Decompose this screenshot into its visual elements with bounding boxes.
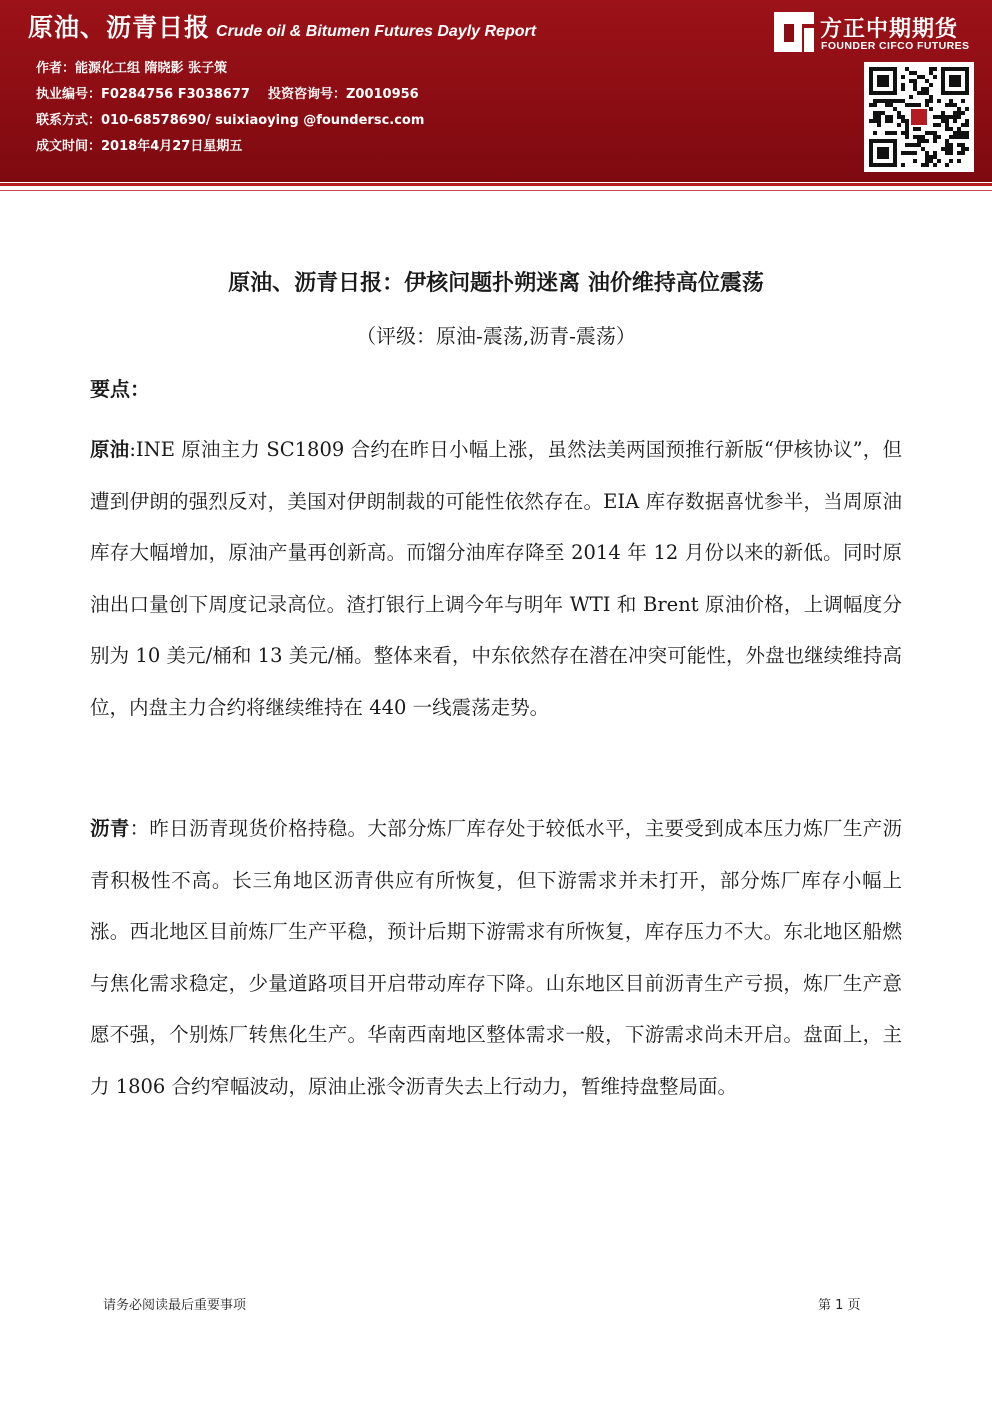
license-label: 执业编号：: [36, 87, 102, 102]
date-value: 2018年4月27日星期五: [101, 139, 243, 154]
crude-oil-text: :INE 原油主力 SC1809 合约在昨日小幅上涨，虽然法美两国预推行新版“伊核协议”，但遭到伊朗的强烈反对，美国对伊朗制裁的可能性依然存在。EIA 库存数据喜忧参半，当周原油库存大幅增加，原油产量再创新高。而馏分油库存降至 2014 年 12 月份以来的新低。同时原油出口量创下周度记录高位。渣打银行上调今年与明年 WTI 和 Brent 原油价格，上调幅度分别为 10 美元/桶和 13 美元/桶。整体来看，中东依然存在潜在冲突可能性，外盘也继续维持高位，内盘主力合约将继续维持在 440 一线震荡走势。: [90, 438, 902, 719]
page-number: 第 1 页: [818, 1298, 861, 1313]
license-value: F0284756 F3038677: [101, 87, 250, 102]
report-title: 原油、沥青日报：伊核问题扑朔迷离 油价维持高位震荡: [228, 271, 764, 296]
keypoints-heading: 要点：: [90, 377, 150, 401]
bitumen-paragraph: [90, 803, 902, 1113]
header-divider-thin: [0, 190, 992, 191]
contact-line: [36, 109, 424, 128]
report-rating: （评级：原油-震荡,沥青-震荡）: [356, 324, 636, 348]
date-label: 成文时间：: [36, 139, 102, 154]
qr-code: [864, 62, 974, 172]
crude-oil-paragraph: [90, 424, 902, 734]
author-line: [36, 57, 227, 76]
bitumen-label: 沥青: [90, 817, 130, 840]
series-title-en: Crude oil & Bitumen Futures Dayly Report: [216, 23, 537, 40]
qr-code-icon: [869, 67, 969, 167]
date-line: [36, 135, 242, 154]
contact-label: 联系方式：: [36, 113, 102, 128]
disclaimer-notice: 请务必阅读最后重要事项: [103, 1298, 247, 1313]
founder-logo-icon: [772, 10, 816, 54]
contact-value: 010-68578690/ suixiaoying @foundersc.com: [101, 113, 425, 128]
author-label: 作者：: [36, 61, 76, 76]
company-logo: [772, 10, 984, 56]
author-value: 能源化工组 隋晓影 张子策: [75, 61, 228, 76]
crude-oil-label: 原油: [90, 438, 130, 461]
header-divider: [0, 183, 992, 186]
company-name-cn: 方正中期期货: [820, 17, 959, 42]
bitumen-text: ：昨日沥青现货价格持稳。大部分炼厂库存处于较低水平，主要受到成本压力炼厂生产沥青积极性不高。长三角地区沥青供应有所恢复，但下游需求并未打开，部分炼厂库存小幅上涨。西北地区目前炼厂生产平稳，预计后期下游需求有所恢复，库存压力不大。东北地区船燃与焦化需求稳定，少量道路项目开启带动库存下降。山东地区目前沥青生产亏损，炼厂生产意愿不强，个别炼厂转焦化生产。华南西南地区整体需求一般，下游需求尚未开启。盘面上，主力 1806 合约窄幅波动，原油止涨令沥青失去上行动力，暂维持盘整局面。: [90, 817, 902, 1098]
company-name-en: FOUNDER CIFCO FUTURES: [821, 40, 970, 52]
series-title-cn: 原油、沥青日报: [28, 13, 211, 42]
license-line: [36, 83, 419, 102]
report-series-title: [28, 8, 536, 44]
consult-value: Z0010956: [345, 87, 419, 102]
consult-label: 投资咨询号：: [267, 87, 346, 102]
